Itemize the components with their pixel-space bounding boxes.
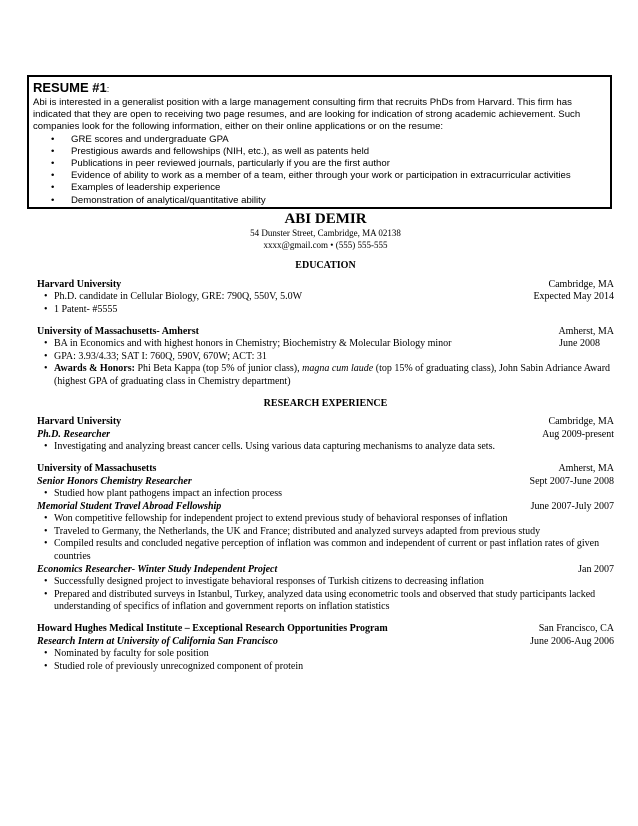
- research-bullet: • Traveled to Germany, the Netherlands, the UK and France; distributed and analyzed surveys adapted from previous study: [37, 526, 614, 539]
- note-criteria-item: • GRE scores and undergraduate GPA: [33, 134, 606, 146]
- research-bullets: [37, 576, 614, 614]
- school-location: Amherst, MA: [558, 325, 614, 337]
- education-bullets: [37, 304, 614, 317]
- role-row: [37, 429, 614, 442]
- awards-label: Awards & Honors:: [54, 363, 135, 375]
- research-bullet: • Studied how plant pathogens impact an infection process: [37, 488, 614, 501]
- role-date: Aug 2009-present: [542, 428, 614, 440]
- research-entry-hhmi: [37, 623, 614, 636]
- role-date: Sept 2007-June 2008: [529, 475, 614, 487]
- role-title: Senior Honors Chemistry Researcher: [37, 475, 192, 487]
- education-entry-harvard: [37, 279, 614, 292]
- role-title: Ph.D. Researcher: [37, 428, 111, 440]
- resume-note-box: [27, 75, 612, 209]
- org-location: Cambridge, MA: [548, 416, 614, 428]
- note-criteria-item: • Examples of leadership experience: [33, 182, 606, 194]
- education-bullet: • GPA: 3.93/4.33; SAT I: 760Q, 590V, 670W; ACT: 31: [37, 351, 614, 364]
- school-date: June 2008: [559, 338, 600, 350]
- research-bullet: • Won competitive fellowship for independent project to extend previous study of behavioral responses of inflation: [37, 513, 614, 526]
- org-name: Howard Hughes Medical Institute – Exceptional Research Opportunities Program: [37, 623, 388, 635]
- role-title: Economics Researcher- Winter Study Independent Project: [37, 563, 278, 575]
- role-date: Jan 2007: [578, 563, 614, 575]
- role-row: [37, 501, 614, 514]
- education-bullet-row: [37, 338, 614, 351]
- education-entry-umass: [37, 326, 614, 339]
- research-bullets: [37, 488, 614, 501]
- org-name: Harvard University: [37, 416, 122, 428]
- role-date: June 2007-July 2007: [530, 500, 614, 512]
- role-row: [37, 564, 614, 577]
- research-bullets: [37, 513, 614, 563]
- research-entry-harvard: [37, 416, 614, 429]
- awards-bullet: • Awards & Honors: Phi Beta Kappa (top 5% of junior class), magna cum laude (top 15% of graduating class), John Sabin Adriance Award (highest GPA of graduating class in Chemistry department): [37, 363, 614, 388]
- research-bullet: • Studied role of previously unrecognized component of protein: [37, 661, 614, 674]
- education-bullet-row: [37, 291, 614, 304]
- education-bullets: [37, 351, 614, 389]
- org-name: University of Massachusetts: [37, 462, 157, 474]
- school-name: University of Massachusetts- Amherst: [37, 325, 199, 337]
- role-title: Memorial Student Travel Abroad Fellowship: [37, 500, 222, 512]
- research-entry-umass: [37, 463, 614, 476]
- role-row: [37, 476, 614, 489]
- education-heading: EDUCATION: [295, 260, 356, 272]
- org-location: San Francisco, CA: [538, 623, 614, 635]
- research-bullet: • Prepared and distributed surveys in Istanbul, Turkey, analyzed data using econometric tools and observed that study participants lacked understanding of specifics of inflation and government reports on inflation statistics: [37, 589, 614, 614]
- research-bullet: • Nominated by faculty for sole position: [37, 648, 614, 661]
- education-bullet: • BA in Economics and with highest honors in Chemistry; Biochemistry & Molecular Biology minor: [37, 338, 451, 351]
- role-row: [37, 636, 614, 649]
- research-bullets: [37, 441, 614, 454]
- note-title: RESUME #1:: [33, 80, 110, 95]
- note-criteria-item: • Evidence of ability to work as a member of a team, either through your work or participation in extracurricular activities: [33, 170, 606, 182]
- school-date: Expected May 2014: [533, 291, 614, 303]
- research-bullet: • Successfully designed project to investigate behavioral responses of Turkish citizens to decreasing inflation: [37, 576, 614, 589]
- role-date: June 2006-Aug 2006: [530, 635, 614, 647]
- note-intro: Abi is interested in a generalist position with a large management consulting firm that recruits PhDs from Harvard. This firm has indicated that they are open to receiving two page resumes, and are looking for indication of strong academic achievement. Such companies look for the following information, either on their online applications or on the resume:: [33, 97, 581, 133]
- resume: [37, 211, 614, 673]
- education-bullet: • 1 Patent- #5555: [37, 304, 614, 317]
- candidate-name: ABI DEMIR: [284, 211, 367, 227]
- school-location: Cambridge, MA: [548, 278, 614, 290]
- note-criteria-list: [33, 134, 606, 207]
- role-title: Research Intern at University of California San Francisco: [37, 635, 278, 647]
- research-heading: RESEARCH EXPERIENCE: [263, 397, 388, 409]
- research-bullet: • Investigating and analyzing breast cancer cells. Using various data capturing mechanisms to analyze data sets.: [37, 441, 614, 454]
- school-name: Harvard University: [37, 278, 122, 290]
- address-line: 54 Dunster Street, Cambridge, MA 02138: [250, 228, 401, 238]
- note-criteria-item: • Demonstration of analytical/quantitative ability: [33, 195, 606, 207]
- note-criteria-item: • Publications in peer reviewed journals, particularly if you are the first author: [33, 158, 606, 170]
- research-bullets: [37, 648, 614, 673]
- org-location: Amherst, MA: [558, 462, 614, 474]
- research-bullet: • Compiled results and concluded negative perception of inflation was common and independent of current or past inflation rates of given countries: [37, 538, 614, 563]
- contact-line: xxxx@gmail.com • (555) 555-555: [263, 239, 388, 250]
- note-criteria-item: • Prestigious awards and fellowships (NIH, etc.), as well as patents held: [33, 146, 606, 158]
- education-bullet: • Ph.D. candidate in Cellular Biology, GRE: 790Q, 550V, 5.0W: [37, 291, 302, 304]
